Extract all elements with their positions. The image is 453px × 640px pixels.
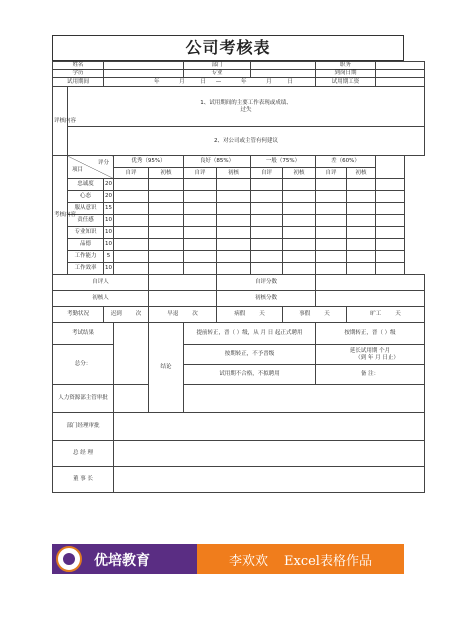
self-score-head: 自评 — [114, 168, 149, 179]
approval-dept-field[interactable] — [114, 413, 425, 441]
score-cell[interactable] — [217, 263, 251, 275]
score-cell[interactable] — [114, 263, 149, 275]
option-extend-until: （到 年 月 日止） — [355, 354, 399, 361]
score-cell[interactable] — [251, 227, 283, 239]
item-name: 心态 — [68, 191, 104, 203]
early-text: 早退 — [167, 311, 179, 317]
extra-cell — [376, 179, 405, 191]
approval-gm-label: 总 经 理 — [53, 441, 114, 467]
score-cell[interactable] — [217, 251, 251, 263]
approval-hr-field[interactable] — [114, 385, 425, 413]
extra-cell — [376, 203, 405, 215]
item-score: 20 — [104, 179, 114, 191]
item-name: 工作能力 — [68, 251, 104, 263]
option-on-time-no-promote[interactable] — [184, 345, 316, 365]
extra-cell — [376, 191, 405, 203]
score-cell[interactable] — [283, 263, 316, 275]
evaluation-form — [52, 35, 404, 572]
extra-cell — [376, 251, 405, 263]
first-person-label: 初核人 — [53, 291, 149, 307]
score-cell[interactable] — [149, 263, 184, 275]
item-score: 20 — [104, 191, 114, 203]
self-person-label: 自评人 — [53, 275, 149, 291]
trial-salary-value[interactable] — [376, 78, 425, 87]
trial-period-label: 试用期间 — [53, 78, 104, 87]
score-cell[interactable] — [316, 251, 347, 263]
days-unit: 天 — [324, 311, 330, 317]
dept-value[interactable] — [251, 62, 316, 70]
first-person-value[interactable] — [149, 291, 217, 307]
first-score-head: 初核 — [283, 168, 316, 179]
trial-salary-label: 试用期工资 — [316, 78, 376, 87]
score-cell[interactable] — [184, 179, 217, 191]
score-cell[interactable] — [114, 215, 149, 227]
banner-left — [52, 544, 197, 574]
dept-label: 部门 — [184, 62, 251, 70]
score-cell[interactable] — [347, 203, 376, 215]
score-cell[interactable] — [114, 179, 149, 191]
approval-gm-field[interactable] — [114, 441, 425, 467]
assess-label: 考核内容 — [53, 156, 68, 275]
score-cell[interactable] — [184, 203, 217, 215]
option-on-time-no-promote-text: 按期转正，不予晋级 — [224, 351, 275, 357]
score-cell[interactable] — [149, 239, 184, 251]
month-text: 月 — [179, 78, 185, 85]
score-cell[interactable] — [217, 239, 251, 251]
school-logo-icon — [56, 546, 82, 572]
score-cell[interactable] — [217, 215, 251, 227]
item-header-text: 项目 — [72, 167, 84, 173]
level-excellent: 优秀（95%） — [114, 156, 184, 168]
self-person-value[interactable] — [149, 275, 217, 291]
option-fail[interactable] — [184, 365, 316, 385]
day-text: 日 — [200, 78, 207, 85]
name-label: 姓名 — [53, 62, 104, 70]
first-score-value[interactable] — [316, 291, 425, 307]
hire-date-label: 到岗日期 — [316, 70, 376, 78]
item-score: 10 — [104, 227, 114, 239]
form-title: 公司考核表 — [52, 35, 404, 61]
score-item-header — [68, 156, 114, 179]
exam-score-cell[interactable] — [114, 323, 149, 385]
level-average: 一般（75%） — [251, 156, 316, 168]
score-cell[interactable] — [347, 263, 376, 275]
score-cell[interactable] — [149, 251, 184, 263]
self-score-label: 自评分数 — [217, 275, 316, 291]
score-cell[interactable] — [251, 203, 283, 215]
score-cell[interactable] — [316, 239, 347, 251]
item-name: 品德 — [68, 239, 104, 251]
level-good: 良好（85%） — [184, 156, 251, 168]
author-name: 李欢欢 — [229, 553, 269, 569]
first-score-head: 初核 — [149, 168, 184, 179]
option-early-regular[interactable] — [184, 323, 316, 345]
score-cell[interactable] — [316, 179, 347, 191]
score-cell[interactable] — [184, 215, 217, 227]
extra-cell — [376, 215, 405, 227]
approval-chairman-field[interactable] — [114, 467, 425, 493]
self-score-head: 自评 — [184, 168, 217, 179]
score-cell[interactable] — [251, 239, 283, 251]
score-cell[interactable] — [316, 215, 347, 227]
score-cell[interactable] — [251, 215, 283, 227]
score-cell[interactable] — [347, 227, 376, 239]
option-fail-text: 试用期不合格，不拟聘用 — [219, 371, 280, 377]
work-title: Excel表格作品 — [284, 553, 372, 569]
item-score: 10 — [104, 263, 114, 275]
absent-text: 旷工 — [370, 311, 382, 317]
score-cell[interactable] — [283, 203, 316, 215]
extra-col — [376, 156, 405, 179]
score-cell[interactable] — [251, 191, 283, 203]
score-cell[interactable] — [217, 203, 251, 215]
score-cell[interactable] — [114, 251, 149, 263]
score-cell[interactable] — [347, 239, 376, 251]
score-cell[interactable] — [316, 263, 347, 275]
to-dash: — — [215, 78, 222, 85]
item-name: 服从意识 — [68, 203, 104, 215]
sick-text: 病假 — [234, 311, 246, 317]
item-score: 10 — [104, 239, 114, 251]
days-unit: 天 — [395, 311, 401, 317]
score-cell[interactable] — [114, 239, 149, 251]
score-cell[interactable] — [347, 215, 376, 227]
score-cell[interactable] — [316, 227, 347, 239]
item-score: 15 — [104, 203, 114, 215]
exam-result-label: 考试结果 — [53, 323, 114, 345]
score-cell[interactable] — [347, 251, 376, 263]
name-value[interactable] — [104, 62, 184, 70]
item-name: 专业知识 — [68, 227, 104, 239]
day-text: 日 — [287, 78, 294, 85]
attendance-label: 考勤状况 — [53, 307, 104, 323]
score-cell[interactable] — [283, 179, 316, 191]
remark-field[interactable] — [316, 365, 425, 385]
score-cell[interactable] — [149, 191, 184, 203]
score-cell[interactable] — [217, 179, 251, 191]
first-score-label: 初核分数 — [217, 291, 316, 307]
score-cell[interactable] — [184, 263, 217, 275]
score-cell[interactable] — [251, 179, 283, 191]
score-cell[interactable] — [283, 239, 316, 251]
approval-chairman-label: 董 事 长 — [53, 467, 114, 493]
major-value[interactable] — [251, 70, 316, 78]
extra-cell — [376, 239, 405, 251]
form-table — [52, 61, 425, 493]
times-unit: 次 — [192, 311, 198, 317]
month-text: 月 — [266, 78, 272, 85]
education-label: 学历 — [53, 70, 104, 78]
extra-cell — [376, 227, 405, 239]
hire-date-value[interactable] — [376, 70, 425, 78]
score-cell[interactable] — [347, 191, 376, 203]
score-cell[interactable] — [251, 263, 283, 275]
times-unit: 次 — [135, 311, 142, 317]
option-extend[interactable] — [316, 345, 425, 365]
remark-label: 备 注： — [360, 371, 380, 377]
self-eval-item1[interactable] — [68, 87, 425, 127]
score-cell[interactable] — [114, 227, 149, 239]
score-cell[interactable] — [184, 227, 217, 239]
option-extend-text: 延长试用期 个月 — [349, 347, 391, 354]
year-text: 年 — [153, 78, 160, 85]
option-on-time-promote[interactable] — [316, 323, 425, 345]
position-label: 职务 — [316, 62, 376, 70]
score-header-text: 评分 — [98, 160, 110, 166]
score-cell[interactable] — [114, 203, 149, 215]
option-early-regular-text: 提前转正，晋（ ）级，从 月 日 起正式聘用 — [196, 330, 303, 336]
late-text: 迟到 — [110, 311, 122, 317]
self-eval-item1-text: 1、试用期间的主要工作表现或成绩、过失 — [200, 99, 292, 113]
score-cell[interactable] — [149, 179, 184, 191]
score-cell[interactable] — [283, 251, 316, 263]
score-cell[interactable] — [149, 227, 184, 239]
item-score: 10 — [104, 215, 114, 227]
approval-hr-label: 人力资源部主管审批 — [53, 385, 114, 413]
self-eval-label: 评核内容 — [53, 87, 68, 156]
brand-name: 优培教育 — [94, 553, 150, 569]
trial-period-value[interactable] — [104, 78, 316, 87]
brand-banner — [52, 544, 404, 574]
position-value[interactable] — [376, 62, 425, 70]
self-score-head: 自评 — [251, 168, 283, 179]
first-score-head: 初核 — [217, 168, 251, 179]
year-text: 年 — [241, 78, 247, 85]
self-score-value[interactable] — [316, 275, 425, 291]
personal-text: 事假 — [299, 311, 311, 317]
education-value[interactable] — [104, 70, 184, 78]
score-cell[interactable] — [184, 239, 217, 251]
first-score-head: 初核 — [347, 168, 376, 179]
score-cell[interactable] — [149, 215, 184, 227]
score-cell[interactable] — [347, 179, 376, 191]
score-cell[interactable] — [251, 251, 283, 263]
personal-field[interactable] — [283, 307, 347, 323]
sick-field[interactable] — [217, 307, 283, 323]
score-cell[interactable] — [283, 227, 316, 239]
score-cell[interactable] — [114, 191, 149, 203]
major-label: 专业 — [184, 70, 251, 78]
total-score-label: 总分： — [53, 345, 114, 385]
days-unit: 天 — [259, 311, 265, 317]
option-on-time-promote-text: 按期转正，晋（ ）级 — [344, 330, 396, 336]
level-poor: 差（60%） — [316, 156, 376, 168]
self-eval-item2[interactable] — [68, 127, 425, 156]
conclusion-label: 结论 — [149, 323, 184, 413]
banner-right — [197, 544, 404, 574]
score-cell[interactable] — [316, 191, 347, 203]
item-score: 5 — [104, 251, 114, 263]
score-cell[interactable] — [283, 215, 316, 227]
item-name: 忠诚度 — [68, 179, 104, 191]
self-eval-item2-text: 2、对公司或主管有何建议 — [214, 137, 279, 144]
score-cell[interactable] — [184, 191, 217, 203]
item-name: 工作效率 — [68, 263, 104, 275]
late-field[interactable] — [104, 307, 149, 323]
score-cell[interactable] — [283, 191, 316, 203]
absent-field[interactable] — [347, 307, 425, 323]
score-cell[interactable] — [217, 227, 251, 239]
score-cell[interactable] — [217, 191, 251, 203]
extra-cell — [376, 263, 405, 275]
score-cell[interactable] — [149, 203, 184, 215]
score-cell[interactable] — [316, 203, 347, 215]
early-field[interactable] — [149, 307, 217, 323]
self-score-head: 自评 — [316, 168, 347, 179]
approval-dept-label: 部门经理审批 — [53, 413, 114, 441]
score-cell[interactable] — [184, 251, 217, 263]
item-name: 责任感 — [68, 215, 104, 227]
